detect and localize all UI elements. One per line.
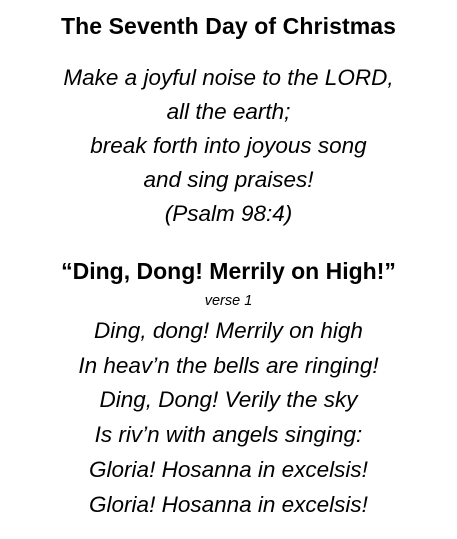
page-title: The Seventh Day of Christmas <box>60 13 397 39</box>
lyric-line: Gloria! Hosanna in excelsis! <box>89 456 368 482</box>
scripture-line: break forth into joyous song <box>90 133 367 158</box>
lyric-line: Gloria! Hosanna in excelsis! <box>89 491 368 517</box>
verse-label: verse 1 <box>204 293 253 309</box>
lyric-line: In heav’n the bells are ringing! <box>78 352 379 378</box>
scripture-quote <box>0 61 457 231</box>
lyric-line: Ding, Dong! Verily the sky <box>99 387 358 413</box>
scripture-reference: (Psalm 98:4) <box>164 201 293 226</box>
scripture-line: Make a joyful noise to the LORD, <box>63 65 394 90</box>
lyric-line: Ding, dong! Merrily on high <box>94 318 363 343</box>
scripture-line: all the earth; <box>166 99 291 124</box>
scripture-line: and sing praises! <box>143 167 314 192</box>
song-title: “Ding, Dong! Merrily on High!” <box>61 258 396 284</box>
song-lyrics <box>0 314 457 522</box>
lyric-line: Is riv’n with angels singing: <box>94 422 363 448</box>
